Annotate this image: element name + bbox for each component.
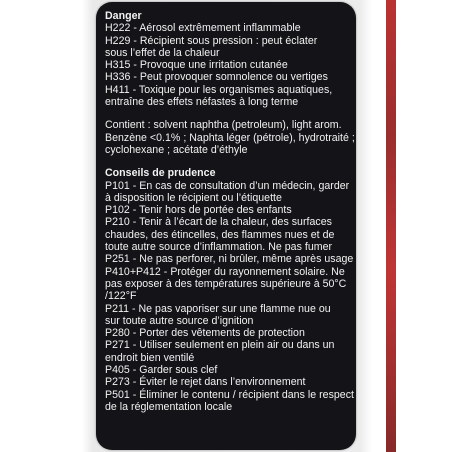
section-gap bbox=[105, 108, 350, 119]
hazard-line: sous l’effet de la chaleur bbox=[105, 46, 220, 59]
section-gap bbox=[105, 156, 350, 167]
precaution-statements bbox=[105, 179, 354, 414]
precaution-line: P101 - En cas de consultation d’un médecin, garder bbox=[105, 179, 350, 192]
advice-title: Conseils de prudence bbox=[105, 167, 216, 180]
precaution-line: P102 - Tenir hors de portée des enfants bbox=[105, 204, 292, 217]
hazard-line: entraîne des effets néfastes à long terme bbox=[105, 96, 299, 109]
precaution-line: P405 - Garder sous clef bbox=[105, 364, 218, 377]
composition-line: Benzène <0.1% ; Naphta léger (pétrole), hydrotraité ; bbox=[105, 131, 355, 144]
hazard-line: H336 - Peut provoquer somnolence ou vertiges bbox=[105, 71, 328, 84]
precaution-line: P410+P412 - Protéger du rayonnement solaire. Ne bbox=[105, 265, 345, 278]
precaution-line: P211 - Ne pas vaporiser sur une flamme nue ou bbox=[105, 302, 331, 315]
precaution-line: P280 - Porter des vêtements de protection bbox=[105, 327, 305, 340]
precaution-line: sur toute autre source d’ignition bbox=[105, 314, 254, 327]
composition-line: Contient : solvent naphtha (petroleum), light arom. bbox=[105, 119, 342, 132]
precaution-line: endroit bien ventilé bbox=[105, 351, 195, 364]
precaution-line: chaudes, des étincelles, des flammes nues et de bbox=[105, 228, 335, 241]
red-can-edge bbox=[386, 0, 396, 452]
hazard-line: H411 - Toxique pour les organismes aquatiques, bbox=[105, 83, 333, 96]
precaution-line: P210 - Tenir à l’écart de la chaleur, des surfaces bbox=[105, 216, 332, 229]
precaution-line: à disposition le récipient ou l’étiquette bbox=[105, 191, 282, 204]
precaution-line: P251 - Ne pas perforer, ni brûler, même après usage bbox=[105, 253, 354, 266]
hazard-line: H229 - Récipient sous pression : peut éclater bbox=[105, 34, 318, 47]
danger-statements bbox=[105, 22, 350, 108]
precaution-line: de la réglementation locale bbox=[105, 400, 233, 413]
precaution-line: P271 - Utiliser seulement en plein air ou dans un bbox=[105, 339, 335, 352]
composition-line: cyclohexane ; acétate d’éthyle bbox=[105, 143, 248, 156]
precaution-line: /122°F bbox=[105, 290, 137, 303]
precaution-line: P501 - Éliminer le contenu / récipient dans le respect bbox=[105, 388, 354, 401]
precaution-line: pas exposer à des températures supérieure à 50°C bbox=[105, 277, 347, 290]
precaution-line: toute autre source d’inflammation. Ne pas fumer bbox=[105, 241, 333, 254]
precaution-line: P273 - Éviter le rejet dans l’environnement bbox=[105, 376, 306, 389]
hazard-line: H222 - Aérosol extrêmement inflammable bbox=[105, 22, 301, 35]
composition-text bbox=[105, 119, 355, 156]
hazard-label-panel bbox=[96, 2, 356, 450]
danger-title: Danger bbox=[105, 10, 142, 22]
hazard-line: H315 - Provoque une irritation cutanée bbox=[105, 59, 288, 72]
